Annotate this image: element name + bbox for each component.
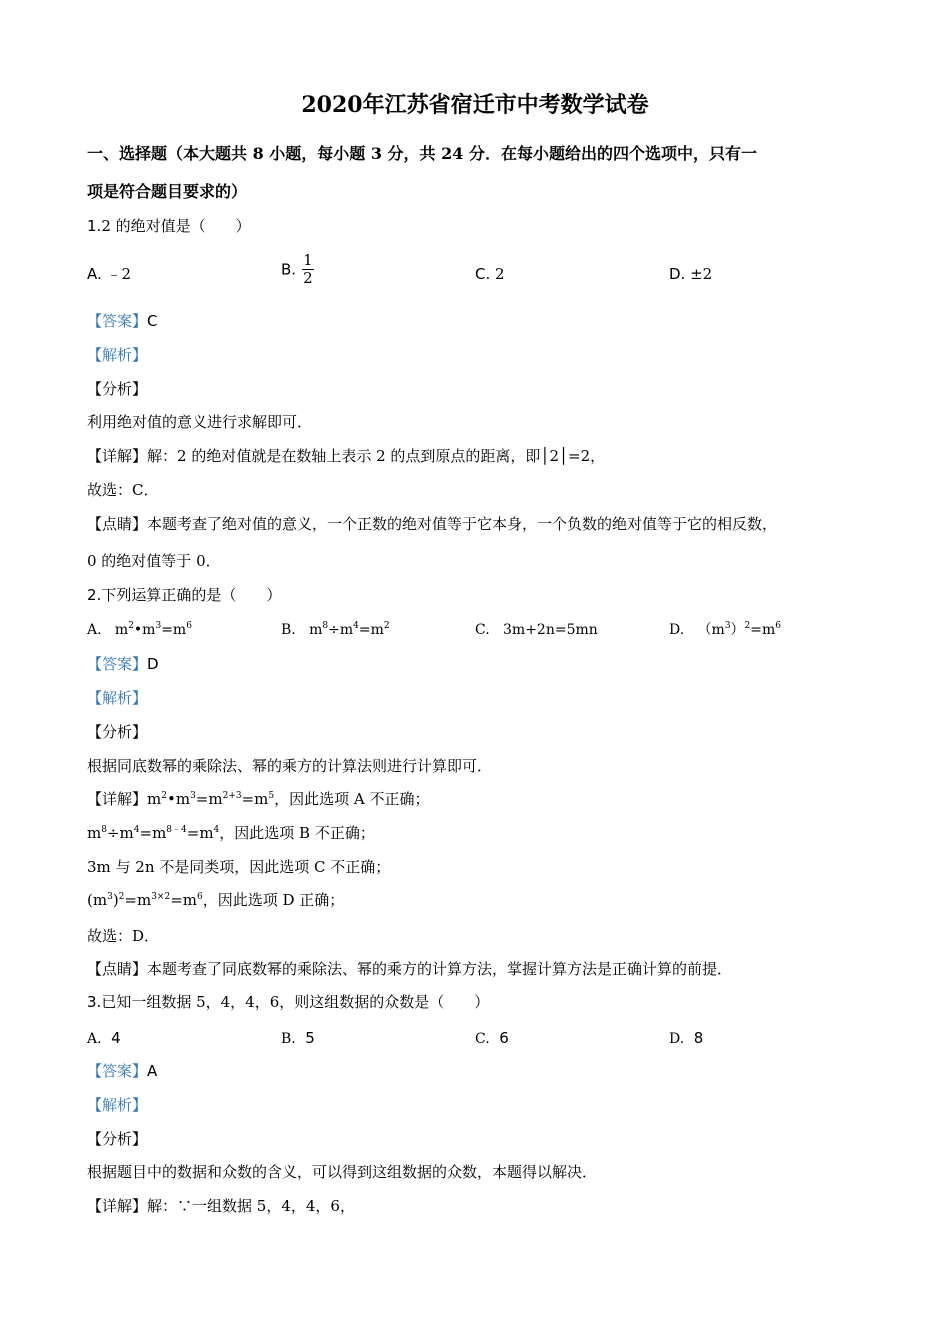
- q1-fenxi-text: 利用绝对值的意义进行求解即可．: [87, 413, 313, 431]
- fraction-numerator: 1: [303, 251, 313, 269]
- q3-fenxi-text: 根据题目中的数据和众数的含义，可以得到这组数据的众数，本题得以解决．: [87, 1163, 598, 1181]
- q3-analysis-label: 【解析】: [87, 1096, 148, 1114]
- question-number: 3.: [87, 993, 102, 1011]
- q1-guxuan: 故选：C．: [87, 481, 159, 499]
- question-1-stem: [87, 216, 251, 236]
- q2-analysis-label: 【解析】: [87, 689, 148, 707]
- question-text: 已知一组数据 5，4，4，6，则这组数据的众数是（ ）: [101, 993, 490, 1011]
- q1-option-c: [475, 264, 505, 284]
- q2-fenxi-text: 根据同底数幂的乘除法、幂的乘方的计算法则进行计算即可．: [87, 757, 493, 775]
- q2-step-c: 3m 与 2n 不是同类项，因此选项 C 不正确；: [87, 858, 391, 876]
- question-number: 2.: [87, 586, 102, 604]
- q1-dianjing-line2: 0 的绝对值等于 0．: [87, 552, 221, 570]
- q3-fenxi-label: 【分析】: [87, 1130, 148, 1148]
- option-letter: B.: [281, 1031, 296, 1047]
- q2-step-b: $m^8\div m^4=m^{8﹣4}=m^4$，因此选项 B 不正确；: [87, 824, 375, 842]
- option-letter: B.: [281, 260, 297, 279]
- answer-value: C: [147, 312, 158, 330]
- page-title: 2020年江苏省宿迁市中考数学试卷: [301, 92, 649, 118]
- step-text: ，因此选项 A 不正确；: [274, 790, 430, 808]
- option-letter: C.: [475, 265, 491, 283]
- option-text: 5: [305, 1029, 315, 1047]
- question-2-stem: [87, 585, 281, 605]
- fraction-denominator: 2: [303, 269, 313, 287]
- q1-option-b: [281, 252, 314, 287]
- option-text: 6: [499, 1029, 509, 1047]
- answer-value: A: [147, 1062, 158, 1080]
- option-text: 2: [495, 265, 505, 283]
- section-heading-line2: 项是符合题目要求的）: [87, 182, 248, 201]
- q1-analysis-label: 【解析】: [87, 346, 148, 364]
- q2-option-b: B. $m^8\div m^4=m^2$: [281, 621, 390, 638]
- q2-dianjing: [87, 959, 732, 979]
- answer-label: 【答案】: [87, 1062, 148, 1080]
- q2-guxuan: 故选：D．: [87, 927, 160, 945]
- option-letter: A.: [87, 265, 102, 283]
- q2-step-d: $(m^3)^2=m^{3\times 2}=m^6$，因此选项 D 正确；: [87, 891, 345, 909]
- option-text: ﹣2: [106, 265, 132, 283]
- question-number: 1.: [87, 217, 102, 235]
- question-3-stem: [87, 992, 489, 1012]
- q2-option-c: C. 3m+2n=5mn: [475, 622, 598, 638]
- section-heading-line1: 一、选择题（本大题共 8 小题，每小题 3 分，共 24 分．在每小题给出的四个选项中，只有一: [87, 144, 757, 163]
- option-text: 8: [693, 1029, 704, 1047]
- q1-dianjing-line1: [87, 514, 777, 534]
- fraction: [302, 252, 314, 287]
- q3-option-c: [475, 1028, 509, 1049]
- option-letter: D.: [669, 1031, 685, 1047]
- q1-xiangjie: [87, 446, 605, 466]
- dianjing-text: 本题考查了绝对值的意义，一个正数的绝对值等于它本身，一个负数的绝对值等于它的相反数，: [147, 515, 778, 533]
- q2-step-a: 【详解】$m^2•m^3=m^{2+3}=m^5$，因此选项 A 不正确；: [87, 790, 430, 808]
- xiangjie-text: 解：∵一组数据 5，4，4，6，: [147, 1197, 355, 1215]
- option-letter: D.: [669, 265, 686, 283]
- xiangjie-label: 【详解】: [87, 1197, 148, 1215]
- step-text: ，因此选项 D 正确；: [202, 891, 345, 909]
- q3-xiangjie: [87, 1196, 355, 1216]
- xiangjie-label: 【详解】: [87, 447, 148, 465]
- xiangjie-text: 解：2 的绝对值就是在数轴上表示 2 的点到原点的距离，即│2│=2，: [147, 447, 606, 465]
- q1-answer: [87, 311, 158, 331]
- option-letter: C.: [475, 1031, 490, 1047]
- option-text: ±2: [690, 265, 713, 283]
- q3-answer: [87, 1061, 157, 1081]
- q1-option-d: [669, 264, 712, 284]
- dianjing-label: 【点睛】: [87, 960, 148, 978]
- xiangjie-label: 【详解】: [87, 790, 148, 808]
- q2-fenxi-label: 【分析】: [87, 723, 148, 741]
- option-text: 4: [111, 1029, 121, 1047]
- q3-option-d: [669, 1028, 703, 1049]
- dianjing-text: 本题考查了同底数幂的乘除法、幂的乘方的计算方法，掌握计算方法是正确计算的前提．: [147, 960, 733, 978]
- q1-option-a: [87, 264, 131, 284]
- q3-option-a: [87, 1028, 121, 1049]
- option-letter: A.: [87, 1031, 102, 1047]
- answer-label: 【答案】: [87, 655, 148, 673]
- q2-answer: [87, 654, 159, 674]
- answer-label: 【答案】: [87, 312, 148, 330]
- q3-option-b: [281, 1028, 315, 1049]
- answer-value: D: [147, 655, 159, 673]
- q2-option-d: D. $(m^3)^2=m^6$: [669, 621, 782, 638]
- q2-option-a: A. $m^2•m^3=m^6$: [87, 621, 192, 638]
- question-text: 2 的绝对值是（ ）: [101, 217, 251, 235]
- q1-fenxi-label: 【分析】: [87, 380, 148, 398]
- question-text: 下列运算正确的是（ ）: [101, 586, 282, 604]
- dianjing-label: 【点睛】: [87, 515, 148, 533]
- step-text: ，因此选项 B 不正确；: [219, 824, 375, 842]
